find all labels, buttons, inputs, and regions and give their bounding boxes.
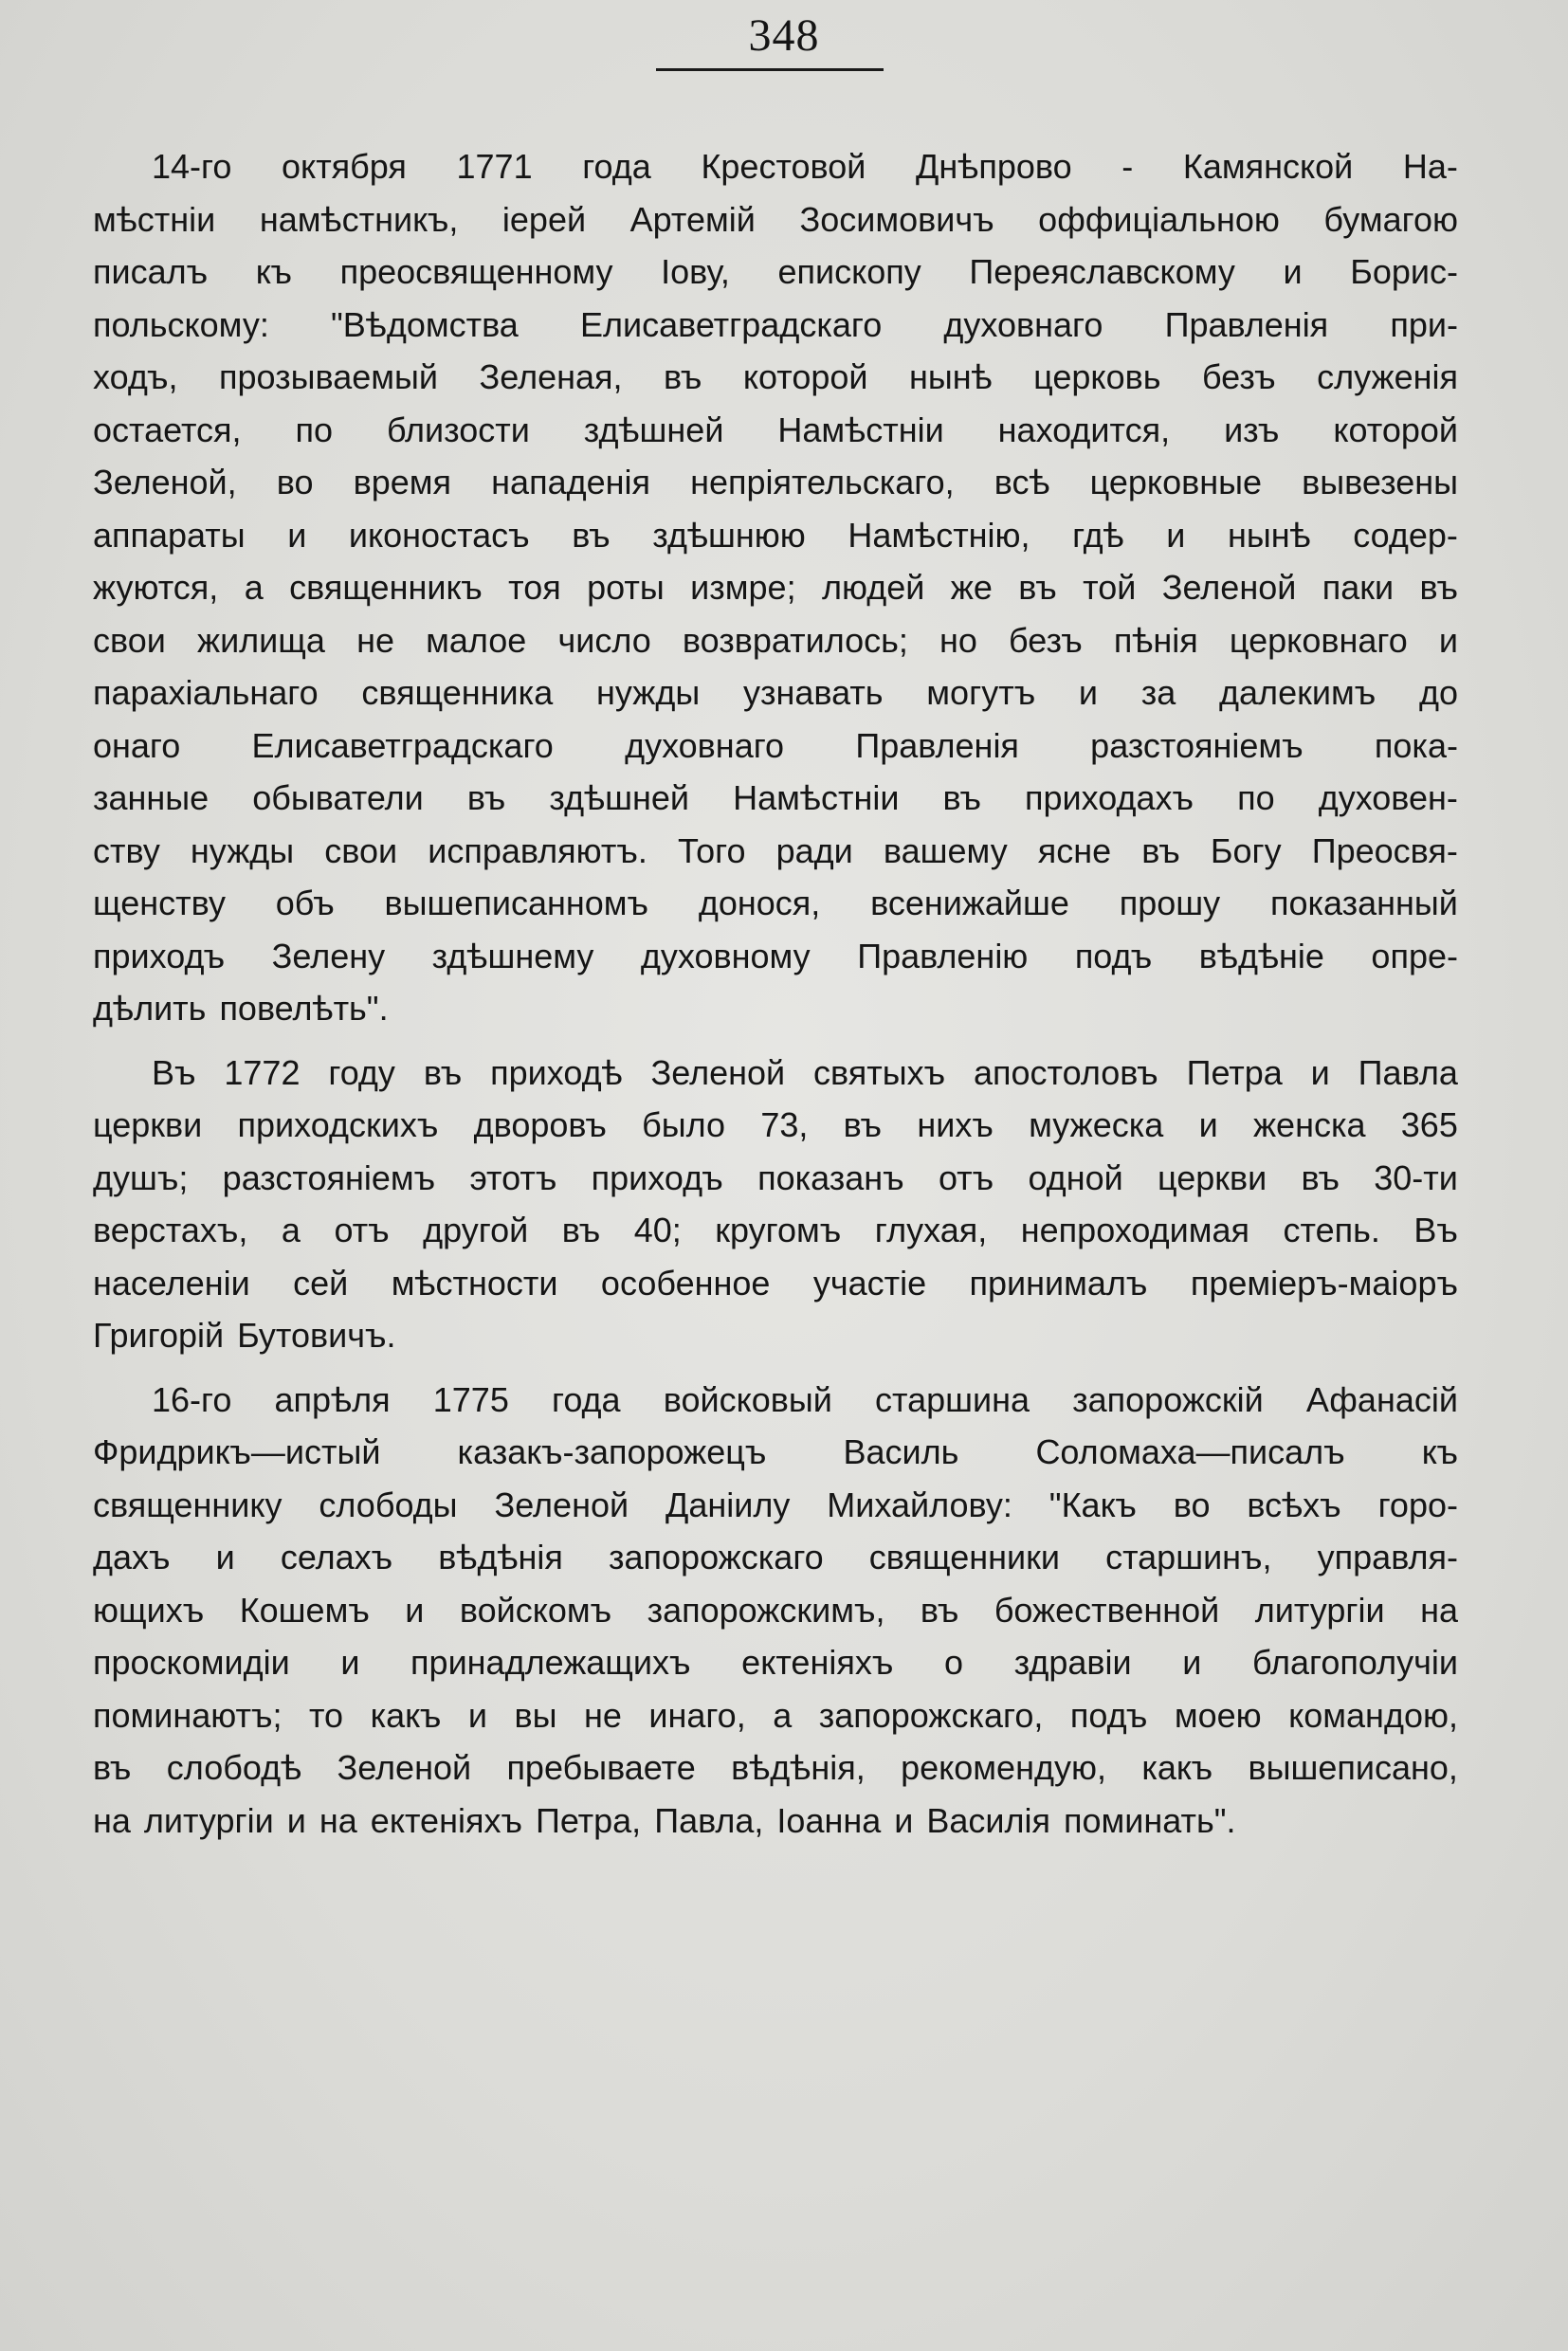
- text-line: писалъ къ преосвященному Iову, епископу Переяславскому и Борис-: [93, 252, 1458, 291]
- paragraph-1: [93, 140, 1458, 1035]
- body-text: [93, 140, 1458, 1847]
- text-line: Григорiй Бутовичъ.: [93, 1316, 396, 1355]
- text-line: 14-го октября 1771 года Крестовой Днѣпрово - Камянской На-: [152, 147, 1458, 186]
- text-line: онаго Елисаветградскаго духовнаго Правленiя разстоянiемъ пока-: [93, 725, 1458, 765]
- text-line: остается, по близости здѣшней Намѣстнiи находится, изъ которой: [93, 410, 1458, 449]
- text-line: Фридрикъ—истый казакъ-запорожецъ Василь Соломаха—писалъ къ: [93, 1432, 1458, 1471]
- text-line: парахiальнаго священника нужды узнавать могутъ и за далекимъ до: [93, 673, 1458, 712]
- text-line: душъ; разстоянiемъ этотъ приходъ показанъ отъ одной церкви въ 30-ти: [93, 1157, 1458, 1197]
- text-line: польскому: "Вѣдомства Елисаветградскаго духовнаго Правленiя при-: [93, 304, 1458, 344]
- text-line: жуются, а священникъ тоя роты измре; людей же въ той Зеленой паки въ: [93, 568, 1458, 607]
- text-line: поминаютъ; то какъ и вы не инаго, а запорожскаго, подъ моею командою,: [93, 1695, 1458, 1735]
- page-header: [0, 10, 1568, 61]
- text-line: Зеленой, во время нападенiя непрiятельскаго, всѣ церковные вывезены: [93, 463, 1458, 501]
- text-line: щенству объ вышеписанномъ донося, всенижайше прошу показанный: [93, 884, 1458, 922]
- text-line: ходъ, прозываемый Зеленая, въ которой нынѣ церковь безъ служенiя: [93, 357, 1458, 396]
- text-line: 16-го апрѣля 1775 года войсковый старшина запорожскiй Афанасiй: [152, 1379, 1458, 1419]
- text-line: проскомидiи и принадлежащихъ ектенiяхъ о здравiи и благополучiи: [93, 1643, 1458, 1682]
- text-line: на литургiи и на ектенiяхъ Петра, Павла, Iоанна и Василiя поминать".: [93, 1800, 1236, 1840]
- text-line: аппараты и иконостасъ въ здѣшнюю Намѣстнiю, гдѣ и нынѣ содер-: [93, 515, 1458, 555]
- text-line: ству нужды свои исправляютъ. Того ради вашему ясне въ Богу Преосвя-: [93, 830, 1458, 870]
- text-line: дахъ и селахъ вѣдѣнiя запорожскаго священники старшинъ, управля-: [93, 1538, 1458, 1576]
- text-line: церкви приходскихъ дворовъ было 73, въ нихъ мужеска и женска 365: [93, 1105, 1458, 1144]
- header-rule: [656, 68, 884, 71]
- text-line: Въ 1772 году въ приходѣ Зеленой святыхъ апостоловъ Петра и Павла: [152, 1052, 1458, 1092]
- text-line: приходъ Зелену здѣшнему духовному Правленiю подъ вѣдѣнiе опре-: [93, 936, 1458, 975]
- text-line: свои жилища не малое число возвратилось; но безъ пѣнiя церковнаго и: [93, 620, 1458, 660]
- text-line: священнику слободы Зеленой Данiилу Михайлову: "Какъ во всѣхъ горо-: [93, 1485, 1458, 1524]
- text-line: занные обыватели въ здѣшней Намѣстнiи въ приходахъ по духовен-: [93, 778, 1458, 817]
- text-line: дѣлить повелѣть".: [93, 989, 389, 1028]
- text-line: въ слободѣ Зеленой пребываете вѣдѣнiя, рекомендую, какъ вышеписано,: [93, 1748, 1458, 1787]
- text-line: ющихъ Кошемъ и войскомъ запорожскимъ, въ божественной литургiи на: [93, 1590, 1458, 1630]
- page-number: 348: [748, 10, 820, 61]
- paragraph-3: [93, 1374, 1458, 1848]
- text-line: мѣстнiи намѣстникъ, iерей Артемiй Зосимовичъ оффицiальною бумагою: [93, 199, 1458, 239]
- paragraph-2: [93, 1047, 1458, 1362]
- text-line: населенiи сей мѣстности особенное участiе принималъ премiеръ-маiоръ: [93, 1263, 1458, 1303]
- text-line: верстахъ, а отъ другой въ 40; кругомъ глухая, непроходимая степь. Въ: [93, 1211, 1458, 1249]
